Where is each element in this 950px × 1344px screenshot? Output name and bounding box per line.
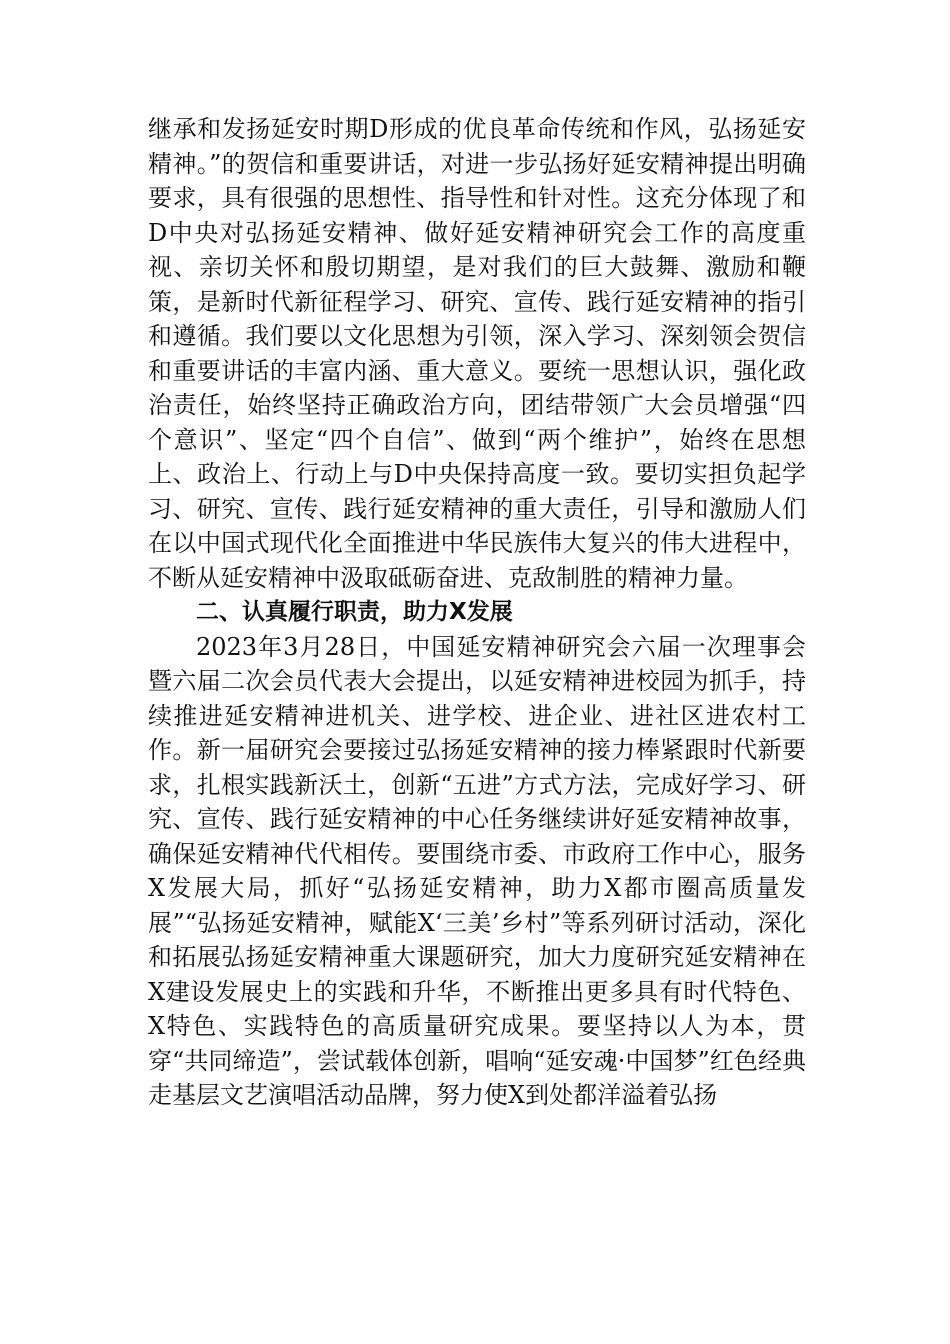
document-body xyxy=(148,112,806,1113)
paragraph-section-2: 2023年3月28日，中国延安精神研究会六届一次理事会暨六届二次会员代表大会提出，以延安精神进校园为抓手，持续推进延安精神进机关、进学校、进企业、进社区进农村工作。新一届研究会要接过弘扬延安精神的接力棒紧跟时代新要求，扎根实践新沃土，创新“五进”方式方法，完成好学习、研究、宣传、践行延安精神的中心任务继续讲好延安精神故事，确保延安精神代代相传。要围绕市委、市政府工作中心，服务X发展大局，抓好“弘扬延安精神，助力X都市圈高质量发展”“弘扬延安精神，赋能X‘三美’乡村”等系列研讨活动，深化和拓展弘扬延安精神重大课题研究，加大力度研究延安精神在X建设发展史上的实践和升华，不断推出更多具有时代特色、X特色、实践特色的高质量研究成果。要坚持以人为本，贯穿“共同缔造”，尝试载体创新，唱响“延安魂·中国梦”红色经典走基层文艺演唱活动品牌，努力使X到处都洋溢着弘扬 xyxy=(148,632,806,1109)
paragraph-continuation: 继承和发扬延安时期D形成的优良革命传统和作风，弘扬延安精神。”的贺信和重要讲话，对进一步弘扬好延安精神提出明确要求，具有很强的思想性、指导性和针对性。这充分体现了和D中央对弘扬延安精神、做好延安精神研究会工作的高度重视、亲切关怀和殷切期望，是对我们的巨大鼓舞、激励和鞭策，是新时代新征程学习、研究、宣传、践行延安精神的指引和遵循。我们要以文化思想为引领，深入学习、深刻领会贺信和重要讲话的丰富内涵、重大意义。要统一思想认识，强化政治责任，始终坚持正确政治方向，团结带领广大会员增强“四个意识”、坚定“四个自信”、做到“两个维护”，始终在思想上、政治上、行动上与D中央保持高度一致。要切实担负起学习、研究、宣传、践行延安精神的重大责任，引导和激励人们在以中国式现代化全面推进中华民族伟大复兴的伟大进程中，不断从延安精神中汲取砥砺奋进、克敌制胜的精神力量。 xyxy=(148,115,806,592)
section-heading: 二、认真履行职责，助力X发展 xyxy=(196,599,513,625)
